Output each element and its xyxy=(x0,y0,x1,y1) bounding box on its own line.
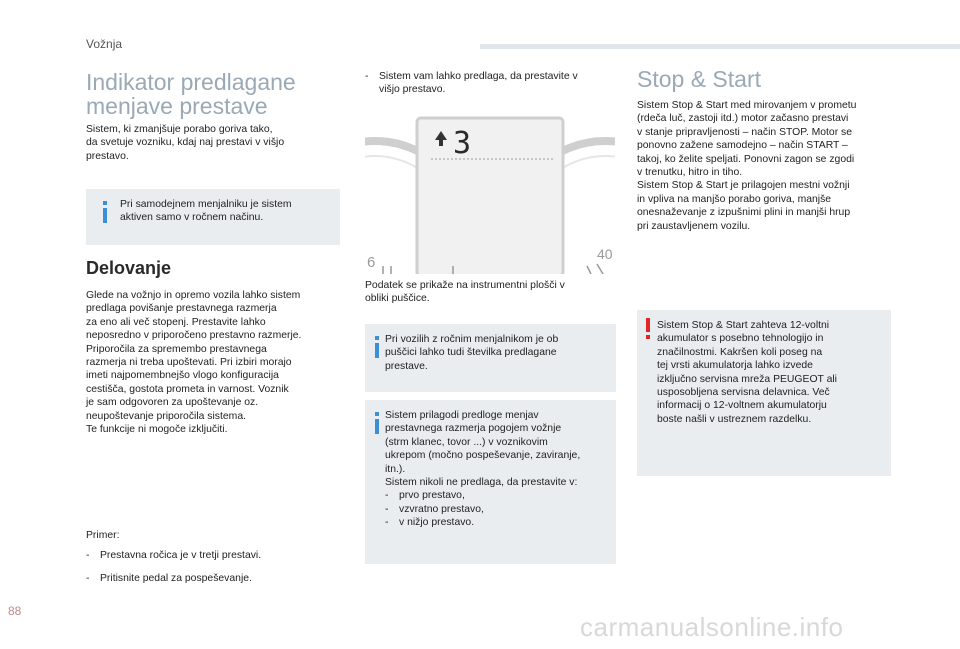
info-note-manual-text: Pri vozilih z ročnim menjalnikom je ob puščici lahko tudi številka predlagane prestave. xyxy=(385,334,559,372)
info-icon xyxy=(370,412,384,434)
suggestion-item-text: Sistem vam lahko predlaga, da prestavite v višjo prestavo. xyxy=(379,71,578,96)
scale-label-right: 40 xyxy=(597,246,613,262)
gear-exclusion-item: - v nižjo prestavo. xyxy=(385,517,475,529)
info-note-conditions xyxy=(365,400,616,564)
example-label: Primer: xyxy=(86,530,120,541)
indicator-title: Indikator predlagane menjave prestave xyxy=(86,69,296,119)
warning-note-text: Sistem Stop & Start zahteva 12-voltni akumulator s posebno tehnologijo in značilnostmi. Kakršen koli poseg na tej vrsti akumulatorja lahko izvede izključno servisna mreža PEUGEOT ali usposobljena servisna delavnica. Več informacij o 12-voltnem akumulatorju boste našli v ustreznem razdelku. xyxy=(657,320,837,425)
stop-start-body: Sistem Stop & Start med mirovanjem v prometu (rdeča luč, zastoji itd.) motor začasno prestavi v stanje pripravljenosti – način STOP. Motor se ponovno zažene samodejno – način START – takoj, ko želite speljati. Ponovni zagon se zgodi v trenutku, hitro in tiho. Sistem Stop & Start je prilagojen mestni vožnji in vpliva na manjšo porabo goriva, manjše onesnaževanje z izpušnimi plini in manjši hrup pri zaustavljenem vozilu. xyxy=(637,100,857,232)
header-bar xyxy=(480,44,960,49)
warning-icon xyxy=(641,318,655,340)
warning-note-battery xyxy=(637,310,891,476)
gear-exclusion-text: prvo prestavo, xyxy=(399,490,465,502)
suggestion-item: - Sistem vam lahko predlaga, da prestavite v višjo prestavo. xyxy=(365,71,578,96)
section-label: Vožnja xyxy=(86,37,123,51)
info-icon xyxy=(98,201,112,223)
info-icon xyxy=(370,336,384,358)
operation-heading: Delovanje xyxy=(86,258,172,278)
info-note-auto xyxy=(86,189,340,245)
stop-start-title: Stop & Start xyxy=(637,66,762,92)
panel-caption: Podatek se prikaže na instrumentni plošči v obliki puščice. xyxy=(365,280,565,305)
instrument-panel-image xyxy=(365,116,615,274)
indicator-intro: Sistem, ki zmanjšuje porabo goriva tako, da svetuje vozniku, kdaj naj prestavi v višjo prestavo. xyxy=(86,124,285,162)
operation-body: Glede na vožnjo in opremo vozila lahko sistem predlaga povišanje prestavnega razmerja za eno ali več stopenj. Prestavite lahko neposredno v priporočeno prestavno razmerje. Priporočila za spremembo prestavnega razmerja ni treba upoštevati. Pri izbiri morajo imeti najpomembnejšo vlogo konfiguracija cestišča, gostota prometa in varnost. Voznik je sam odgovoren za upoštevanje oz. neupoštevanje priporočila sistema. Te funkcije ni mogoče izključiti. xyxy=(86,290,302,436)
example-item-text: Prestavna ročica je v tretji prestavi. xyxy=(100,550,262,561)
gear-exclusion-text: v nižjo prestavo. xyxy=(399,517,475,529)
info-note-conditions-text: Sistem prilagodi predloge menjav prestavnega razmerja pogojem vožnje (strm klanec, tovor ...) v voznikovim ukrepom (močno pospeševanje, zaviranje, itn.). Sistem nikoli ne predlaga, da prestavite v: xyxy=(385,410,581,489)
example-item-text: Pritisnite pedal za pospeševanje. xyxy=(100,573,252,584)
info-note-manual xyxy=(365,324,616,392)
gear-exclusion-item: - vzvratno prestavo, xyxy=(385,503,484,515)
watermark: carmanualsonline.info xyxy=(580,612,844,642)
gear-exclusion-item: - prvo prestavo, xyxy=(385,490,465,502)
gear-exclusion-text: vzvratno prestavo, xyxy=(399,503,484,515)
scale-label-left: 6 xyxy=(367,254,376,271)
example-item: - Prestavna ročica je v tretji prestavi. xyxy=(86,550,262,561)
example-item: - Pritisnite pedal za pospeševanje. xyxy=(86,573,252,584)
page-number: 88 xyxy=(8,604,22,618)
suggested-gear: 3 xyxy=(453,126,472,161)
info-note-text: Pri samodejnem menjalniku je sistem aktiven samo v ročnem načinu. xyxy=(120,199,292,224)
